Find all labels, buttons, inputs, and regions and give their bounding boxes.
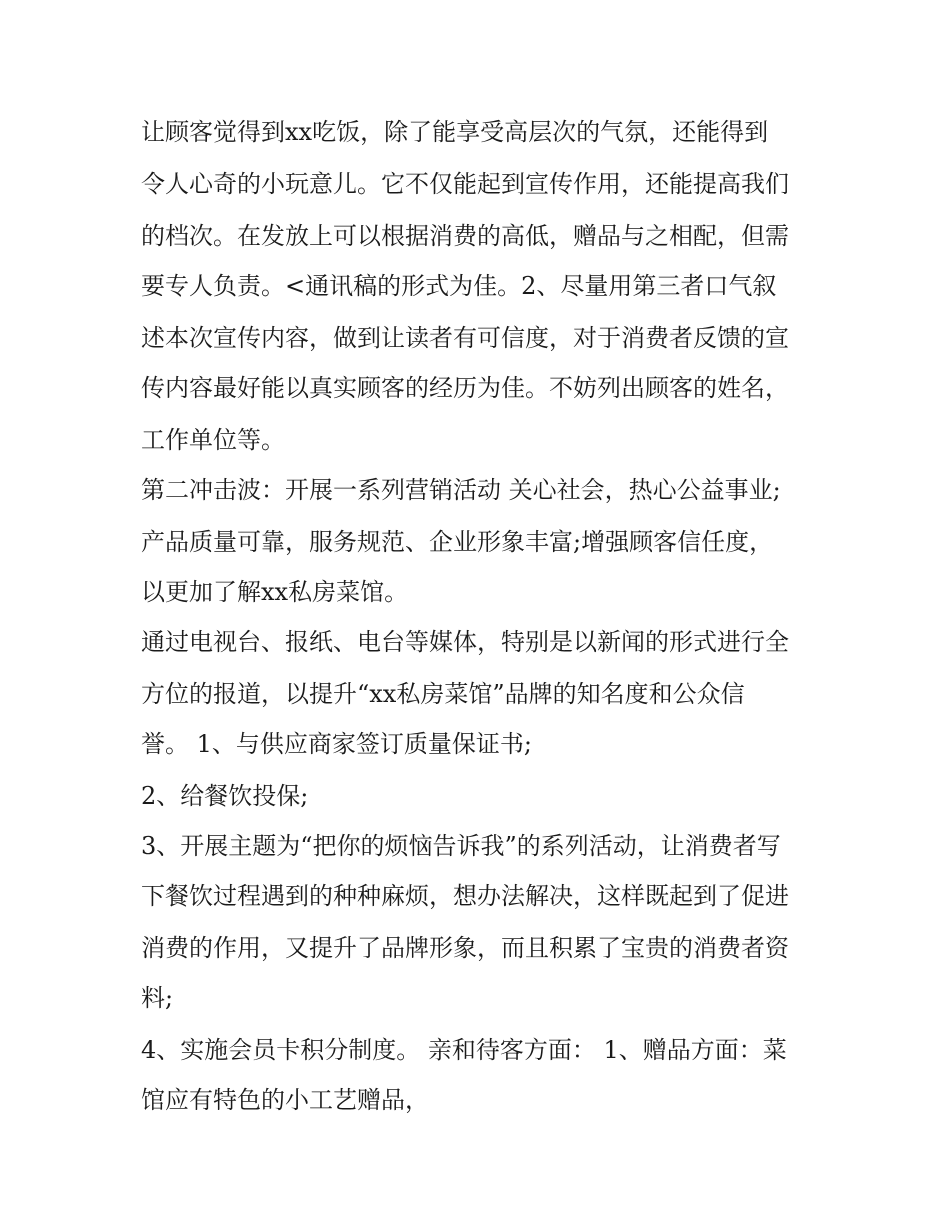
list-item-line: 2、给餐饮投保; [141, 782, 309, 810]
text-line: 传内容最好能以真实顾客的经历为佳。不妨列出顾客的姓名， [141, 374, 789, 402]
text-line: 料; [141, 984, 174, 1012]
text-line: 方位的报道，以提升“xx私房菜馆”品牌的知名度和公众信 [141, 680, 745, 708]
text-line: 要专人负责。<通讯稿的形式为佳。2、尽量用第三者口气叙 [141, 272, 777, 300]
text-line: 让顾客觉得到xx吃饭，除了能享受高层次的气氛，还能得到 [141, 118, 769, 146]
section-heading-line: 第二冲击波：开展一系列营销活动 关心社会，热心公益事业; [141, 476, 781, 504]
text-line: 工作单位等。 [141, 426, 285, 454]
text-line: 以更加了解xx私房菜馆。 [141, 578, 409, 606]
text-line: 通过电视台、报纸、电台等媒体，特别是以新闻的形式进行全 [141, 628, 789, 656]
text-line: 产品质量可靠，服务规范、企业形象丰富;增强顾客信任度， [141, 528, 774, 556]
list-item-line: 4、实施会员卡积分制度。 亲和待客方面： 1、赠品方面：菜 [141, 1036, 787, 1064]
text-line: 馆应有特色的小工艺赠品， [141, 1086, 429, 1114]
text-line: 消费的作用，又提升了品牌形象，而且积累了宝贵的消费者资 [141, 934, 789, 962]
text-line: 下餐饮过程遇到的种种麻烦，想办法解决，这样既起到了促进 [141, 882, 789, 910]
text-line: 令人心奇的小玩意儿。它不仅能起到宣传作用，还能提高我们 [141, 170, 789, 198]
list-item-line: 3、开展主题为“把你的烦恼告诉我”的系列活动，让消费者写 [141, 832, 781, 860]
text-line: 的档次。在发放上可以根据消费的高低，赠品与之相配，但需 [141, 222, 789, 250]
text-line: 述本次宣传内容，做到让读者有可信度，对于消费者反馈的宣 [141, 324, 789, 352]
text-line: 誉。 1、与供应商家签订质量保证书; [141, 730, 532, 758]
